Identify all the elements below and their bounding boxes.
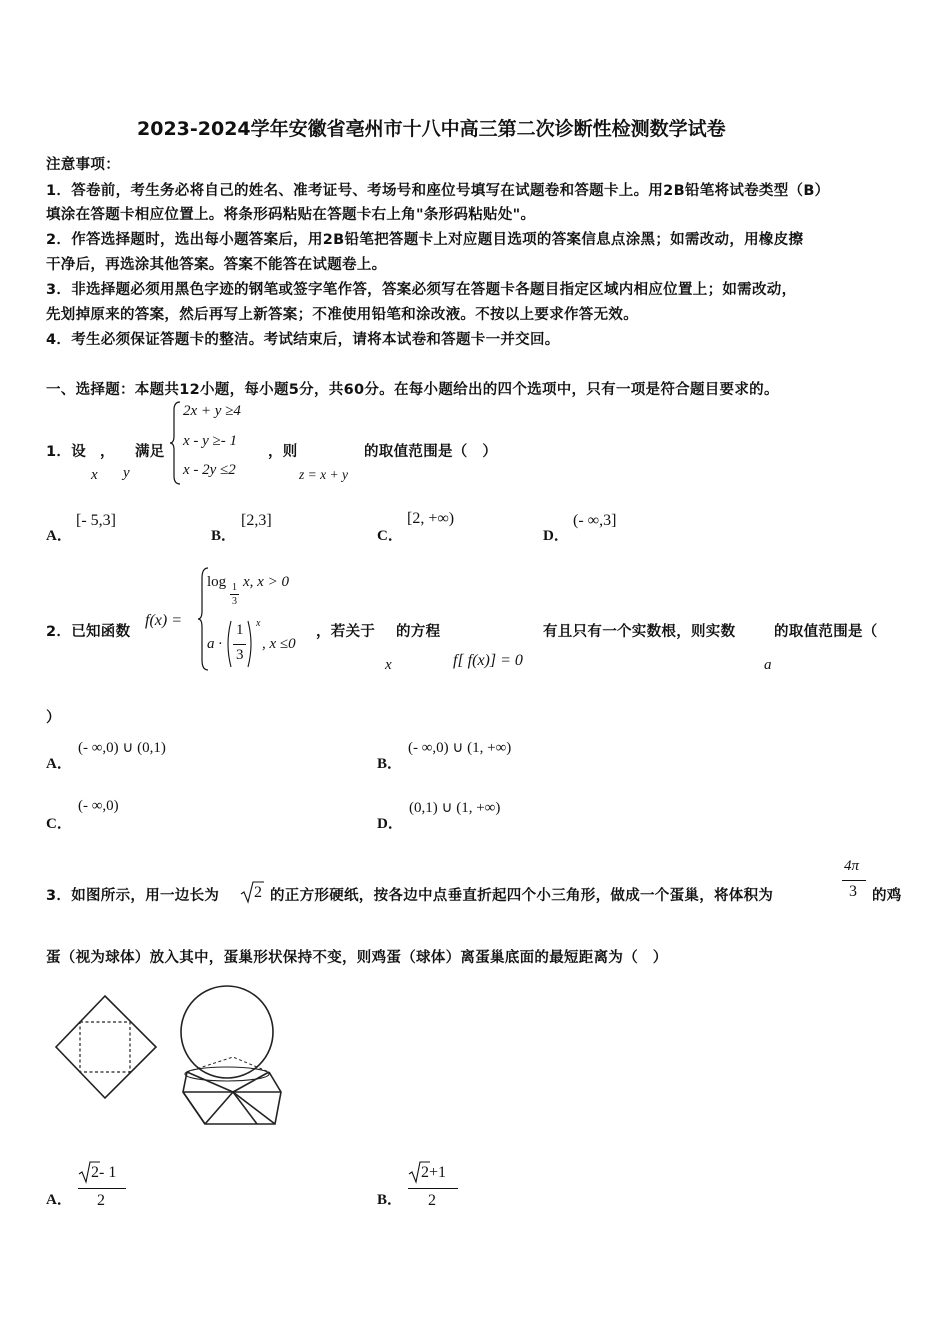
q1-system-brace — [170, 400, 182, 486]
notice-line-4: 干净后，再选涂其他答案。答案不能答在试题卷上。 — [46, 257, 387, 273]
q3-option-a-root[interactable]: 2 — [91, 1164, 99, 1181]
notice-heading: 注意事项： — [46, 157, 120, 173]
q3-line2: 蛋（视为球体）放入其中，蛋巢形状保持不变，则鸡蛋（球体）离蛋巢底面的最短距离为（ ） — [46, 950, 668, 966]
q1-var-y: y — [123, 465, 130, 481]
notice-line-5: 3．非选择题必须用黑色字迹的钢笔或签字笔作答，答案必须写在答题卡各题目指定区域内相应位置上；如需改动， — [46, 282, 797, 298]
q1-option-a-value[interactable]: [- 5,3] — [76, 512, 116, 529]
q1-satisfy: 满足 — [135, 444, 165, 460]
q3-option-b-label[interactable]: B． — [377, 1192, 403, 1208]
q3-figure-nest — [175, 984, 285, 1130]
q2-option-c-label[interactable]: C． — [46, 816, 72, 832]
q3-option-b-rest[interactable]: +1 — [429, 1164, 447, 1181]
q3-option-a-den[interactable]: 2 — [97, 1192, 105, 1209]
q1-option-d-value[interactable]: (- ∞,3] — [573, 512, 617, 529]
q2-option-d-value[interactable]: (0,1) ∪ (1, +∞) — [409, 800, 501, 816]
q2-case2-rest: , x ≤0 — [262, 636, 296, 652]
q2-case2-paren-right — [247, 620, 255, 668]
q3-sqrt-value: 2 — [254, 884, 262, 901]
q3-option-a-bar[interactable] — [78, 1188, 126, 1189]
q2-case1-base-bar — [230, 594, 239, 595]
q1-system-line-2: x - y ≥- 1 — [183, 433, 238, 449]
section-heading: 一、选择题：本题共12小题，每小题5分，共60分。在每小题给出的四个选项中，只有一项是符合题目要求的。 — [46, 382, 779, 398]
q2-case2-paren-left — [224, 620, 232, 668]
q2-mid-4: 的取值范围是（ — [774, 624, 878, 640]
q2-close: ） — [46, 710, 61, 726]
q2-case1-rest: x, x > 0 — [243, 574, 289, 590]
q1-option-a-label[interactable]: A． — [46, 528, 72, 544]
q1-system-line-1: 2x + y ≥4 — [183, 403, 241, 419]
q3-figure-square — [52, 992, 162, 1104]
q2-case1-log: log — [207, 574, 227, 590]
q2-fx: f(x) = — [145, 612, 182, 629]
notice-line-6: 先划掉原来的答案，然后再写上新答案；不准使用铅笔和涂改液。不按以上要求作答无效。 — [46, 307, 638, 323]
q3-option-b-root[interactable]: 2 — [421, 1164, 429, 1181]
q1-comma: ， — [100, 444, 115, 460]
q2-mid-2: 的方程 — [396, 624, 441, 640]
q2-case2-num: 1 — [236, 622, 244, 638]
q2-equation: f[ f(x)] = 0 — [453, 652, 523, 669]
q1-option-b-value[interactable]: [2,3] — [241, 512, 272, 529]
q1-option-d-label[interactable]: D． — [543, 528, 569, 544]
notice-line-1: 1．答卷前，考生务必将自己的姓名、准考证号、考场号和座位号填写在试题卷和答题卡上。用2B铅笔将试卷类型（B） — [46, 183, 830, 199]
q2-var-x: x — [385, 657, 392, 673]
q3-line1-a: 3．如图所示，用一边长为 — [46, 888, 220, 904]
q2-option-c-value[interactable]: (- ∞,0) — [78, 798, 119, 814]
q2-case1-base-num: 1 — [232, 582, 237, 593]
q3-volume-den: 3 — [849, 883, 857, 900]
q1-then: ，则 — [268, 444, 298, 460]
q2-mid-3: 有且只有一个实数根，则实数 — [543, 624, 736, 640]
q2-option-d-label[interactable]: D． — [377, 816, 403, 832]
q3-option-b-bar[interactable] — [408, 1188, 458, 1189]
q2-option-a-label[interactable]: A． — [46, 756, 72, 772]
notice-line-2: 填涂在答题卡相应位置上。将条形码粘贴在答题卡右上角"条形码粘贴处"。 — [46, 207, 536, 223]
q1-option-c-label[interactable]: C． — [377, 528, 403, 544]
q1-option-c-value[interactable]: [2, +∞) — [407, 510, 455, 527]
q2-option-b-label[interactable]: B． — [377, 756, 403, 772]
q3-line1-c: 的鸡 — [872, 888, 902, 904]
q3-option-a-label[interactable]: A． — [46, 1192, 72, 1208]
q2-var-a: a — [764, 657, 772, 673]
q2-case2-den: 3 — [236, 647, 244, 663]
q3-option-b-den[interactable]: 2 — [428, 1192, 436, 1209]
q2-prefix: 2．已知函数 — [46, 624, 131, 640]
q2-case2-exp: x — [256, 618, 261, 629]
q3-option-a-rest[interactable]: - 1 — [99, 1164, 117, 1181]
q3-volume-bar — [842, 880, 866, 881]
q2-case1-base-den: 3 — [232, 596, 237, 607]
q2-mid-1: ，若关于 — [316, 624, 376, 640]
notice-line-3: 2．作答选择题时，选出每小题答案后，用2B铅笔把答题卡上对应题目选项的答案信息点涂黑；如需改动，用橡皮擦 — [46, 232, 804, 248]
q1-option-b-label[interactable]: B． — [211, 528, 237, 544]
notice-line-7: 4．考生必须保证答题卡的整洁。考试结束后，请将本试卷和答题卡一并交回。 — [46, 332, 560, 348]
q1-z-expr: z = x + y — [299, 467, 348, 482]
q3-volume-num: 4π — [844, 858, 860, 874]
q2-case2-a: a · — [207, 636, 222, 652]
q1-system-line-3: x - 2y ≤2 — [183, 462, 236, 478]
q3-line1-b: 的正方形硬纸，按各边中点垂直折起四个小三角形，做成一个蛋巢，将体积为 — [270, 888, 774, 904]
q1-prefix: 1．设 — [46, 444, 86, 460]
q2-case2-bar — [233, 644, 246, 645]
q1-suffix: 的取值范围是（ ） — [364, 444, 498, 460]
q1-var-x: x — [91, 467, 98, 483]
q2-option-a-value[interactable]: (- ∞,0) ∪ (0,1) — [78, 740, 166, 756]
page-title: 2023-2024学年安徽省亳州市十八中高三第二次诊断性检测数学试卷 — [137, 118, 726, 140]
q2-option-b-value[interactable]: (- ∞,0) ∪ (1, +∞) — [408, 740, 512, 756]
